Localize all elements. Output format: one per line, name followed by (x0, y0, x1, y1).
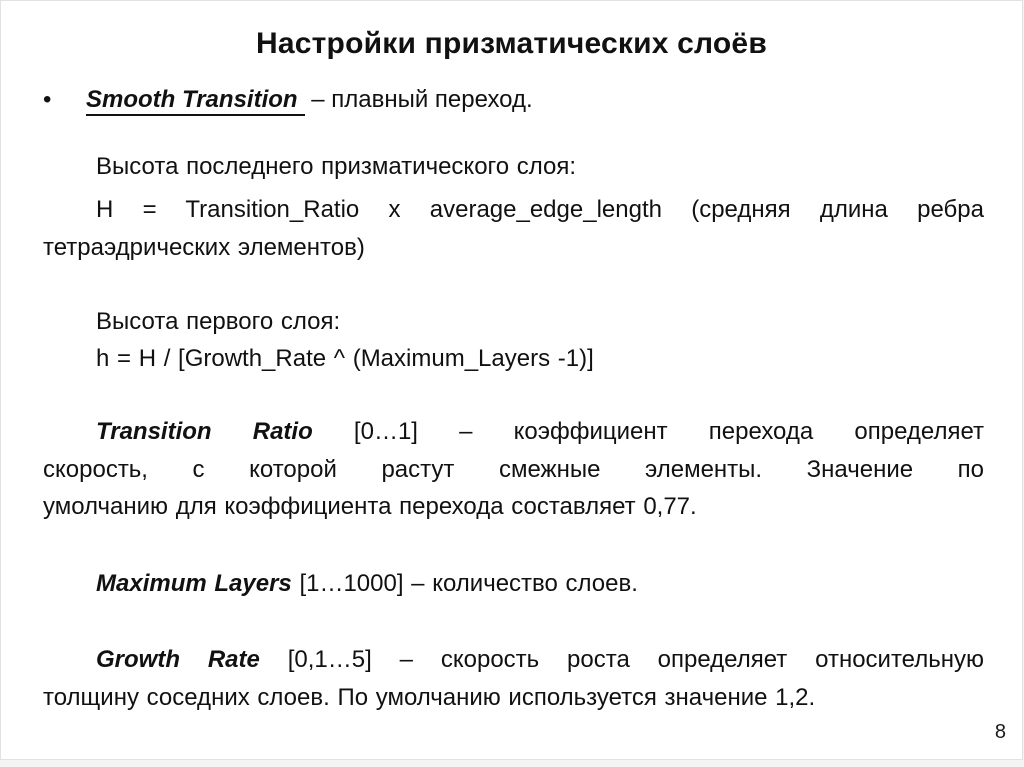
paragraph-first-layer-heading (43, 303, 984, 341)
last-layer-formula-line1: H = Transition_Ratio x average_edge_length (средняя длина ребра (96, 196, 984, 223)
transition-ratio-line3: умолчанию для коэффициента перехода составляет 0,77. (43, 493, 697, 520)
transition-ratio-line2: скорость, с которой растут смежные элементы. Значение по (43, 455, 984, 483)
growth-rate-line1 (43, 641, 984, 679)
page-number: 8 (994, 721, 1006, 743)
paragraph-growth-rate (43, 641, 984, 716)
slide-title: Настройки призматических слоёв (256, 27, 767, 60)
maximum-layers-term: Maximum Layers (96, 570, 292, 597)
bullet-term-smooth-transition: Smooth Transition (86, 86, 305, 116)
maximum-layers-line (43, 565, 984, 603)
first-layer-formula: h = H / [Growth_Rate ^ (Maximum_Layers -1)] (96, 345, 594, 372)
transition-ratio-line1-rest: [0…1] – коэффициент перехода определяет (353, 418, 984, 445)
paragraph-last-layer-formula (43, 191, 984, 266)
maximum-layers-rest: [1…1000] – количество слоев. (299, 570, 638, 597)
first-layer-heading: Высота первого слоя: (96, 308, 341, 335)
growth-rate-line1-rest: [0,1…5] – скорость роста определяет относительную (287, 646, 984, 673)
growth-rate-line2: толщину соседних слоев. По умолчанию используется значение 1,2. (43, 683, 816, 711)
paragraph-transition-ratio (43, 413, 984, 526)
last-layer-formula-line2: тетраэдрических элементов) (43, 233, 365, 261)
bullet-marker: • (43, 86, 52, 113)
transition-ratio-term: Transition Ratio (96, 418, 313, 445)
growth-rate-term: Growth Rate (96, 646, 260, 673)
bullet-definition: – плавный переход. (311, 86, 533, 113)
last-layer-heading: Высота последнего призматического слоя: (96, 153, 577, 180)
paragraph-last-layer-heading (43, 148, 984, 186)
paragraph-first-layer-formula (43, 340, 984, 378)
bullet-item (43, 81, 984, 120)
paragraph-maximum-layers (43, 565, 984, 603)
transition-ratio-line1 (43, 413, 984, 451)
